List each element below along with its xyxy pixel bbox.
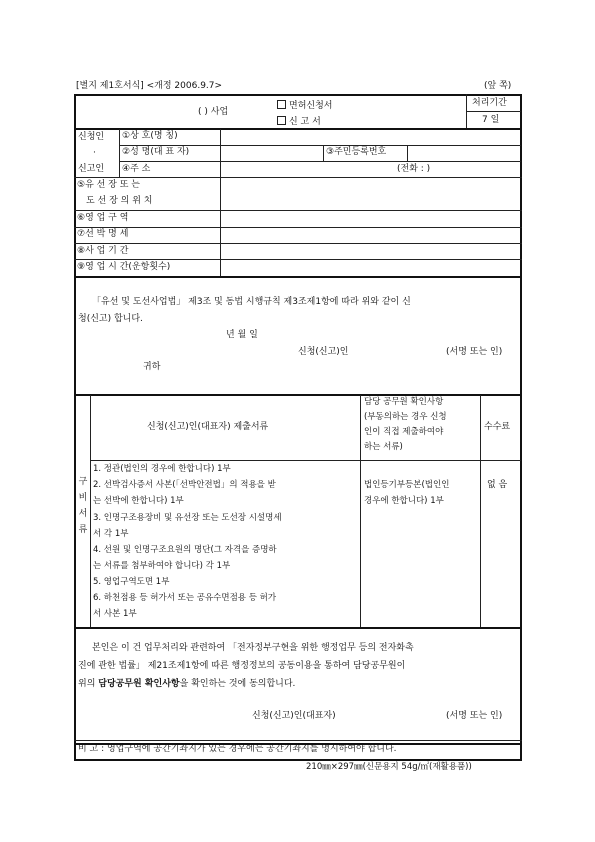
note-bottom-line bbox=[74, 759, 522, 761]
note-text: 비 고 : 영업구역에 공간기좌지가 있는 경우에는 공간기좌지를 명시하여야 합니다. bbox=[78, 744, 397, 754]
docs-bottom-line bbox=[74, 627, 522, 629]
page-side-label: (앞 쪽) bbox=[484, 81, 512, 91]
docs-section-label: 구 비 서 류 bbox=[78, 477, 88, 535]
row-line-1 bbox=[119, 145, 521, 146]
consent-emphasis: 담당공무원 확인사항 bbox=[98, 679, 180, 689]
phone-label: (전화 : ) bbox=[397, 164, 431, 174]
statement-bottom-line bbox=[74, 394, 522, 396]
processing-period-value: 7 일 bbox=[482, 115, 500, 125]
docs-header-line bbox=[90, 460, 521, 461]
statement-date: 년 월 일 bbox=[226, 330, 258, 340]
business-period-label: ⑧사 업 기 간 bbox=[77, 246, 129, 256]
row-line-6 bbox=[74, 243, 522, 244]
statement-sign: (서명 또는 인) bbox=[446, 347, 503, 357]
doc-item: 5. 영업구역도면 1부 bbox=[93, 577, 170, 587]
rrn-divider-right bbox=[407, 146, 408, 161]
docs-official-header-3: 인이 직접 제출하여야 bbox=[364, 427, 444, 437]
consent-line3: 위의 담당공무원 확인사항을 확인하는 것에 동의합니다. bbox=[78, 679, 296, 689]
official-doc-1: 법인등기부등본(법인인 bbox=[364, 480, 450, 490]
trade-name-label: ①상 호(명 칭) bbox=[122, 131, 178, 141]
doc-item: 는 서류를 첨부하여야 합니다) 각 1부 bbox=[93, 561, 231, 571]
location-label-line1: ⑤유 선 장 또 는 bbox=[77, 180, 140, 190]
applicant-side-divider bbox=[119, 129, 120, 177]
period-mid-line bbox=[466, 111, 521, 112]
doc-item: 4. 선원 및 인명구조요원의 명단(그 자격을 증명하 bbox=[93, 545, 277, 555]
row-line-4 bbox=[74, 210, 522, 211]
statement-recipient: 귀하 bbox=[143, 362, 161, 372]
docs-section-divider bbox=[90, 395, 91, 627]
doc-item: 1. 정관(법인의 경우에 한합니다) 1부 bbox=[93, 464, 231, 474]
business-type-blank: ( ) 사업 bbox=[198, 107, 229, 117]
form-reference: [별지 제1호서식] <개정 2006.9.7> bbox=[76, 81, 223, 91]
row-line-2 bbox=[119, 161, 521, 162]
note-frame-right bbox=[520, 742, 522, 760]
name-representative-label: ②성 명(대 표 자) bbox=[122, 147, 190, 157]
fee-value: 없 음 bbox=[487, 480, 508, 490]
fields-bottom-line bbox=[74, 276, 522, 278]
business-hours-label: ⑨영 업 시 간(운항횟수) bbox=[77, 262, 171, 272]
note-frame-left bbox=[74, 742, 76, 760]
frame-right bbox=[520, 94, 522, 744]
doc-item: 서 사본 1부 bbox=[93, 609, 137, 619]
docs-fee-divider bbox=[480, 395, 481, 627]
statement-signer: 신청(신고)인 bbox=[298, 347, 349, 357]
consent-line2: 진에 관한 법률」 제21조제1항에 따른 행정정보의 공동이용을 통하여 담당공무원이 bbox=[78, 661, 406, 671]
docs-official-header-4: 하는 서류) bbox=[364, 442, 403, 452]
checkbox-license[interactable] bbox=[277, 100, 286, 109]
row-line-3 bbox=[74, 177, 522, 178]
official-doc-2: 경우에 한합니다) 1부 bbox=[364, 496, 444, 506]
reporter-side-label: 신고인 bbox=[78, 164, 105, 174]
doc-item: 는 선박에 한합니다) 1부 bbox=[93, 496, 184, 506]
note-top-line bbox=[74, 740, 522, 741]
statement-line2: 청(신고) 합니다. bbox=[78, 314, 143, 324]
frame-top bbox=[74, 94, 522, 96]
docs-applicant-header: 신청(신고)인(대표자) 제출서류 bbox=[147, 422, 269, 432]
consent-line1: 본인은 이 건 업무처리와 관련하여 「전자정부구현을 위한 행정업무 등의 전자화촉 bbox=[92, 643, 414, 653]
checkbox-report[interactable] bbox=[277, 116, 286, 125]
title-bottom-line bbox=[74, 128, 522, 130]
frame-left bbox=[74, 94, 76, 744]
row-line-7 bbox=[74, 259, 522, 260]
vessel-details-label: ⑦선 박 명 세 bbox=[77, 229, 129, 239]
paper-spec: 210㎜×297㎜(신문용지 54g/㎡(재활용품)) bbox=[306, 762, 472, 772]
business-area-label: ⑥영 업 구 역 bbox=[77, 213, 129, 223]
option-license-application[interactable]: 면허신청서 bbox=[277, 100, 332, 111]
doc-item: 2. 선박검사증서 사본(「선박안전법」의 적용을 받 bbox=[93, 480, 276, 490]
applicant-side-dot: · bbox=[93, 148, 96, 158]
docs-official-header-2: (부동의하는 경우 신청 bbox=[364, 412, 447, 422]
docs-fee-header: 수수료 bbox=[484, 422, 511, 432]
consent-sign: (서명 또는 인) bbox=[446, 711, 503, 721]
location-label-line2: 도 선 장 의 위 치 bbox=[86, 196, 153, 206]
statement-line1: 「유선 및 도선사업법」 제3조 및 동법 시행규칙 제3조제1항에 따라 위와 같이 신 bbox=[92, 297, 411, 307]
resident-number-label: ③주민등록번호 bbox=[326, 147, 387, 157]
address-label: ④주 소 bbox=[122, 164, 151, 174]
docs-official-divider bbox=[360, 395, 361, 627]
consent-signer: 신청(신고)인(대표자) bbox=[252, 711, 336, 721]
docs-official-header-1: 담당 공무원 확인사항 bbox=[364, 397, 444, 407]
row-line-5 bbox=[74, 227, 522, 228]
processing-period-label: 처리기간 bbox=[472, 98, 507, 108]
applicant-side-label: 신청인 bbox=[78, 132, 105, 142]
doc-item: 서 각 1부 bbox=[93, 529, 129, 539]
doc-item: 6. 하천점용 등 허가서 또는 공유수면점용 등 허가 bbox=[93, 593, 277, 603]
option-report[interactable]: 신 고 서 bbox=[277, 116, 321, 127]
rrn-divider-left bbox=[323, 146, 324, 161]
doc-item: 3. 인명구조용장비 및 유선장 또는 도선장 시설명세 bbox=[93, 513, 282, 523]
